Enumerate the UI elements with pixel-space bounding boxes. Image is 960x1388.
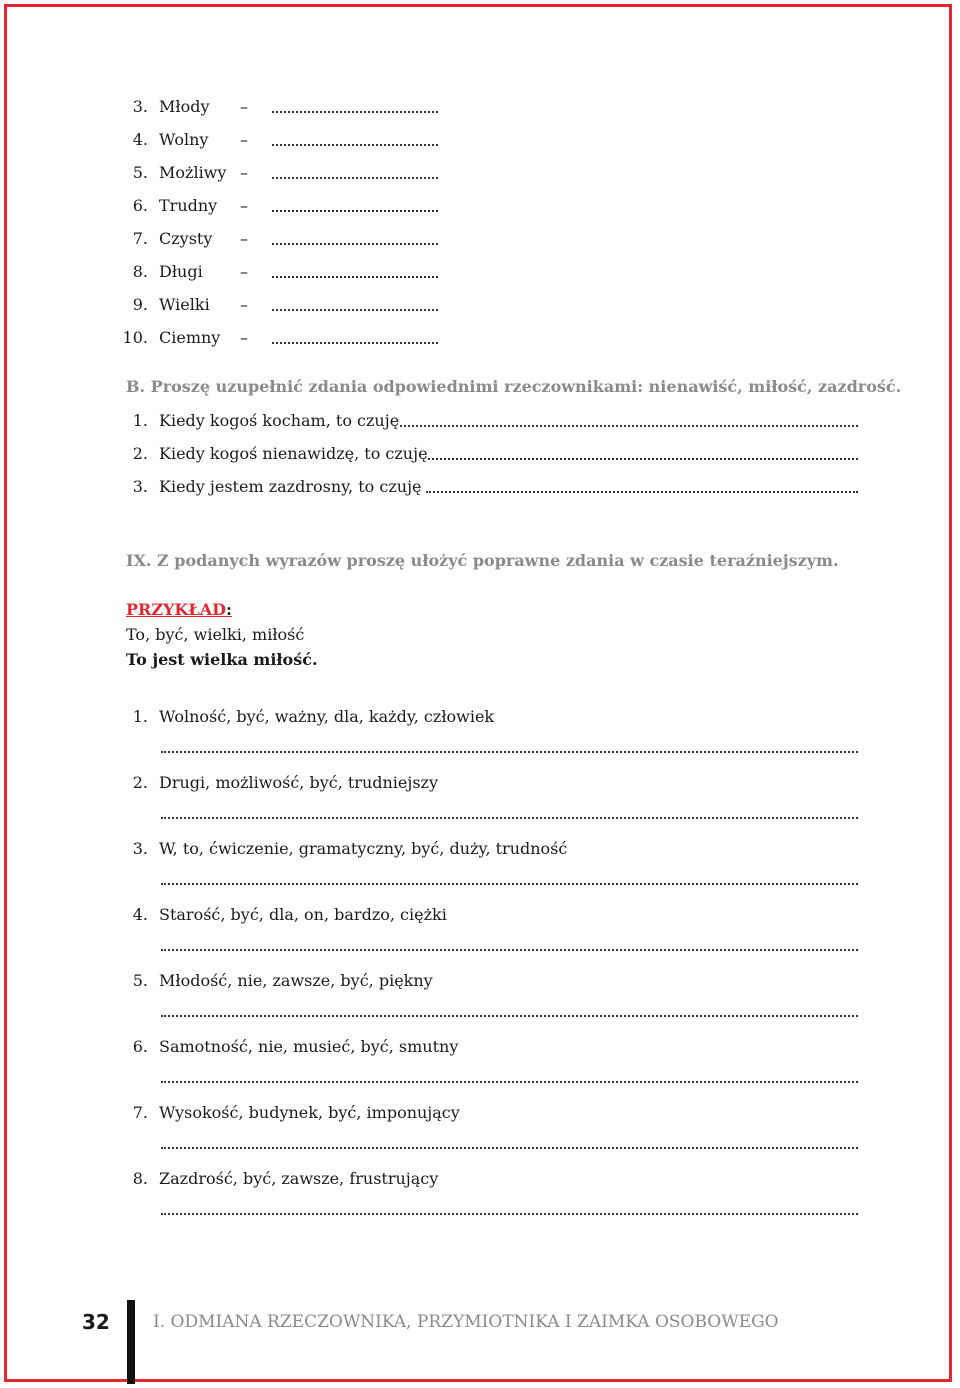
answer-blank[interactable] — [161, 949, 858, 951]
section-ix-heading: IX. Z podanych wyrazów proszę ułożyć poprawne zdania w czasie teraźniejszym. — [126, 551, 839, 570]
answer-blank[interactable] — [400, 425, 858, 427]
chapter-title: I. ODMIANA RZECZOWNIKA, PRZYMIOTNIKA I ZAIMKA OSOBOWEGO — [153, 1312, 779, 1332]
page-number: 32 — [82, 1310, 110, 1334]
answer-blank[interactable] — [272, 342, 438, 344]
section-b-heading: B. Proszę uzupełnić zdania odpowiednimi rzeczownikami: nienawiść, miłość, zazdrość. — [126, 377, 902, 396]
answer-blank[interactable] — [272, 177, 438, 179]
answer-blank[interactable] — [272, 309, 438, 311]
example-label: PRZYKŁAD: — [126, 600, 232, 619]
answer-blank[interactable] — [272, 111, 438, 113]
answer-blank[interactable] — [272, 210, 438, 212]
answer-blank[interactable] — [272, 144, 438, 146]
footer-divider — [127, 1300, 135, 1384]
answer-blank[interactable] — [161, 1147, 858, 1149]
answer-blank[interactable] — [272, 276, 438, 278]
answer-blank[interactable] — [161, 817, 858, 819]
answer-blank[interactable] — [161, 1081, 858, 1083]
answer-blank[interactable] — [161, 1213, 858, 1215]
answer-blank[interactable] — [428, 458, 858, 460]
answer-blank[interactable] — [161, 751, 858, 753]
answer-blank[interactable] — [161, 1015, 858, 1017]
answer-blank[interactable] — [161, 883, 858, 885]
answer-blank[interactable] — [426, 491, 858, 493]
example-words: To, być, wielki, miłość — [126, 625, 305, 644]
answer-blank[interactable] — [272, 243, 438, 245]
example-answer: To jest wielka miłość. — [126, 650, 318, 669]
